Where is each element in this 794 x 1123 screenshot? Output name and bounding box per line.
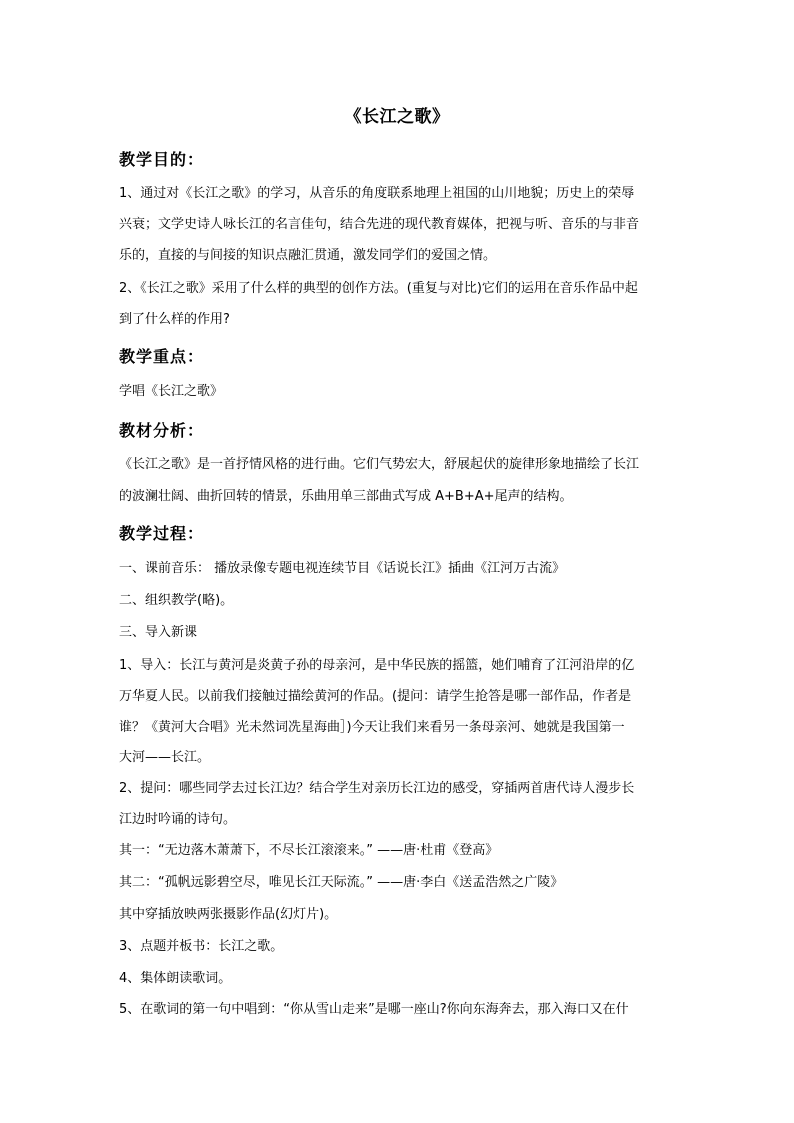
paragraph-line: 其中穿插放映两张摄影作品(幻灯片)。 (119, 907, 338, 922)
paragraph-line: 1、导入：长江与黄河是炎黄子孙的母亲河，是中华民族的摇篮，她们哺育了江河沿岸的亿 (119, 658, 635, 673)
paragraph-line: 乐的，直接的与间接的知识点融汇贯通，激发同学们的爱国之情。 (119, 248, 497, 263)
paragraph-line: 万华夏人民。以前我们接触过描绘黄河的作品。(提问：请学生抢答是哪一部作品，作者是 (119, 689, 632, 704)
paragraph-line: 其二：“孤帆远影碧空尽，唯见长江天际流。” ——唐·李白《送孟浩然之广陵》 (119, 875, 564, 890)
paragraph-line: 《长江之歌》是一首抒情风格的进行曲。它们气势宏大，舒展起伏的旋律形象地描绘了长江 (119, 457, 640, 472)
paragraph-line: 三、导入新课 (119, 625, 198, 640)
heading-process: 教学过程： (119, 524, 205, 543)
paragraph-line: 大河——长江。 (119, 750, 211, 765)
paragraph-line: 2、《长江之歌》采用了什么样的典型的创作方法。(重复与对比)它们的运用在音乐作品中起 (119, 281, 638, 296)
paragraph-line: 4、集体朗读歌词。 (119, 971, 232, 986)
paragraph-line: 一、课前音乐： 播放录像专题电视连续节目《话说长江》插曲《江河万古流》 (119, 561, 566, 576)
paragraph-line: 5、在歌词的第一句中唱到：“你从雪山走来”是哪一座山?你向东海奔去，那入海口又在什 (119, 1002, 629, 1017)
heading-objectives: 教学目的： (119, 150, 205, 169)
paragraph-line: 的波澜壮阔、曲折回转的情景，乐曲用单三部曲式写成 A+B+A+尾声的结构。 (119, 489, 573, 504)
document-title: 《长江之歌》 (344, 107, 450, 127)
paragraph-line: 到了什么样的作用? (119, 312, 230, 327)
heading-material-analysis: 教材分析： (119, 421, 205, 440)
paragraph-line: 兴衰；文学史诗人咏长江的名言佳句，结合先进的现代教育媒体，把视与听、音乐的与非音 (119, 217, 640, 232)
paragraph-line: 其一：“无边落木萧萧下，不尽长江滚滚来。” ——唐·杜甫《登高》 (119, 843, 499, 858)
paragraph-line: 谁？《黄河大合唱》光未然词冼星海曲］)今天让我们来看另一条母亲河、她就是我国第一 (119, 720, 625, 735)
paragraph-line: 江边时吟诵的诗句。 (119, 812, 237, 827)
paragraph-line: 3、点题并板书：长江之歌。 (119, 939, 284, 954)
paragraph-line: 学唱《长江之歌》 (119, 384, 224, 399)
paragraph-line: 2、提问：哪些同学去过长江边？结合学生对亲历长江边的感受，穿插两首唐代诗人漫步长 (119, 781, 635, 796)
paragraph-line: 二、组织教学(略)。 (119, 593, 234, 608)
heading-key-point: 教学重点： (119, 347, 205, 366)
paragraph-line: 1、通过对《长江之歌》的学习，从音乐的角度联系地理上祖国的山川地貌；历史上的荣辱 (119, 186, 635, 201)
